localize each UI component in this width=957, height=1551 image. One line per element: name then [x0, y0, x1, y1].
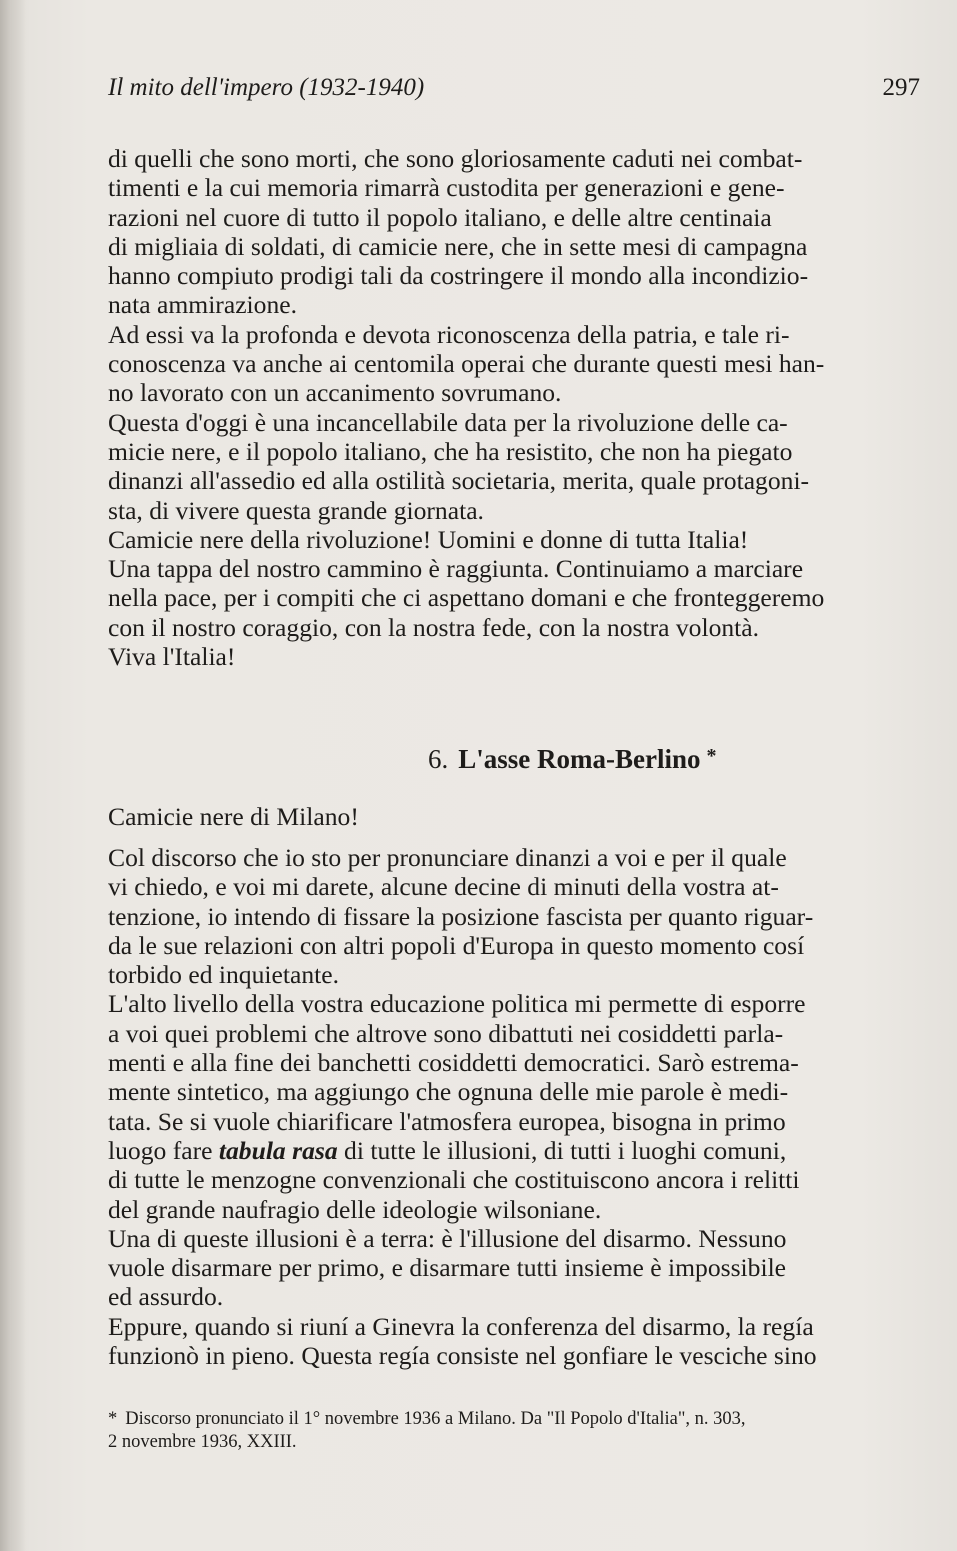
text-line: Eppure, quando si riuní a Ginevra la conferenza del disarmo, la regía: [108, 1311, 814, 1341]
text-line: no lavorato con un accanimento sovrumano.: [108, 378, 562, 408]
running-head: [108, 74, 920, 108]
text-line: tata. Se si vuole chiarificare l'atmosfera europea, bisogna in primo: [108, 1106, 786, 1136]
text-line: Una tappa del nostro cammino è raggiunta. Continuiamo a marciare: [108, 554, 804, 584]
text-run: di tutte le illusioni, di tutti i luoghi comuni,: [337, 1135, 787, 1165]
body-text-top: [108, 144, 930, 671]
text-line: mente sintetico, ma aggiungo che ognuna delle mie parole è medi-: [108, 1077, 789, 1107]
paragraph-group-b: [108, 1165, 930, 1370]
text-line: menti e alla fine dei banchetti cosiddetti democratici. Sarò estrema-: [108, 1048, 799, 1078]
footnote: [108, 1408, 930, 1454]
paragraph-group-a: [108, 843, 930, 1136]
text-line: vi chiedo, e voi mi darete, alcune decine di minuti della vostra at-: [108, 872, 779, 902]
page-number: 297: [882, 74, 920, 101]
text-line: nella pace, per i compiti che ci aspettano domani e che fronteggeremo: [108, 583, 825, 613]
italic-phrase: tabula rasa: [218, 1135, 338, 1165]
text-line: Camicie nere della rivoluzione! Uomini e donne di tutta Italia!: [108, 524, 749, 554]
text-line: torbido ed inquietante.: [108, 960, 339, 990]
text-line: Ad essi va la profonda e devota riconoscenza della patria, e tale ri-: [108, 319, 790, 349]
text-line: micie nere, e il popolo italiano, che ha resistito, che non ha piegato: [108, 436, 793, 466]
text-line: Questa d'oggi è una incancellabile data per la rivoluzione delle ca-: [108, 407, 788, 437]
text-line: hanno compiuto prodigi tali da costringere il mondo alla incondizio-: [108, 261, 809, 291]
text-line: ed assurdo.: [108, 1282, 224, 1312]
text-line: dinanzi all'assedio ed alla ostilità societaria, merita, quale protagoni-: [108, 466, 810, 496]
text-line: con il nostro coraggio, con la nostra fede, con la nostra volontà.: [108, 612, 760, 642]
salutation: Camicie nere di Milano!: [108, 802, 359, 831]
text-line: Viva l'Italia!: [108, 642, 236, 672]
footnote-text-1: Discorso pronunciato il 1° novembre 1936 a Milano. Da "Il Popolo d'Italia", n. 303,: [125, 1409, 746, 1429]
footnote-line-2: 2 novembre 1936, XXIII.: [108, 1432, 297, 1452]
text-line: [108, 1136, 930, 1165]
text-line: conoscenza va anche ai centomila operai che durante questi mesi han-: [108, 349, 825, 379]
section-heading: [428, 744, 717, 775]
binding-shadow: [0, 0, 26, 1551]
text-line: funzionò in pieno. Questa regía consiste nel gonfiare le vesciche sino: [108, 1341, 817, 1371]
footnote-line-1: [108, 1408, 930, 1431]
text-line: Una di queste illusioni è a terra: è l'illusione del disarmo. Nessuno: [108, 1223, 787, 1253]
running-title: Il mito dell'impero (1932-1940): [108, 74, 425, 101]
text-line: timenti e la cui memoria rimarrà custodita per generazioni e gene-: [108, 173, 785, 203]
text-line: razioni nel cuore di tutto il popolo italiano, e delle altre centinaia: [108, 202, 772, 232]
text-line: Col discorso che io sto per pronunciare dinanzi a voi e per il quale: [108, 843, 787, 872]
text-line: sta, di vivere questa grande giornata.: [108, 495, 484, 525]
text-line: di tutte le menzogne convenzionali che costituiscono ancora i relitti: [108, 1165, 800, 1195]
text-line: vuole disarmare per primo, e disarmare tutti insieme è impossibile: [108, 1253, 787, 1283]
text-line: del grande naufragio delle ideologie wilsoniane.: [108, 1194, 602, 1224]
text-line: tenzione, io intendo di fissare la posizione fascista per quanto riguar-: [108, 901, 814, 931]
text-line: di migliaia di soldati, di camicie nere, che in sette mesi di campagna: [108, 231, 808, 261]
text-run: luogo fare: [108, 1135, 219, 1165]
text-line: di quelli che sono morti, che sono gloriosamente caduti nei combat-: [108, 144, 803, 173]
footnote-mark: *: [108, 1409, 118, 1429]
text-line: da le sue relazioni con altri popoli d'Europa in questo momento cosí: [108, 930, 805, 960]
text-line: nata ammirazione.: [108, 290, 298, 320]
body-text-bottom: [108, 843, 930, 1370]
text-line: a voi quei problemi che altrove sono dibattuti nei cosiddetti parla-: [108, 1018, 784, 1048]
text-line: L'alto livello della vostra educazione politica mi permette di esporre: [108, 989, 806, 1019]
section-number: 6.: [428, 744, 449, 774]
section-title: L'asse Roma-Berlino: [458, 744, 701, 774]
section-footnote-mark: *: [706, 745, 717, 767]
